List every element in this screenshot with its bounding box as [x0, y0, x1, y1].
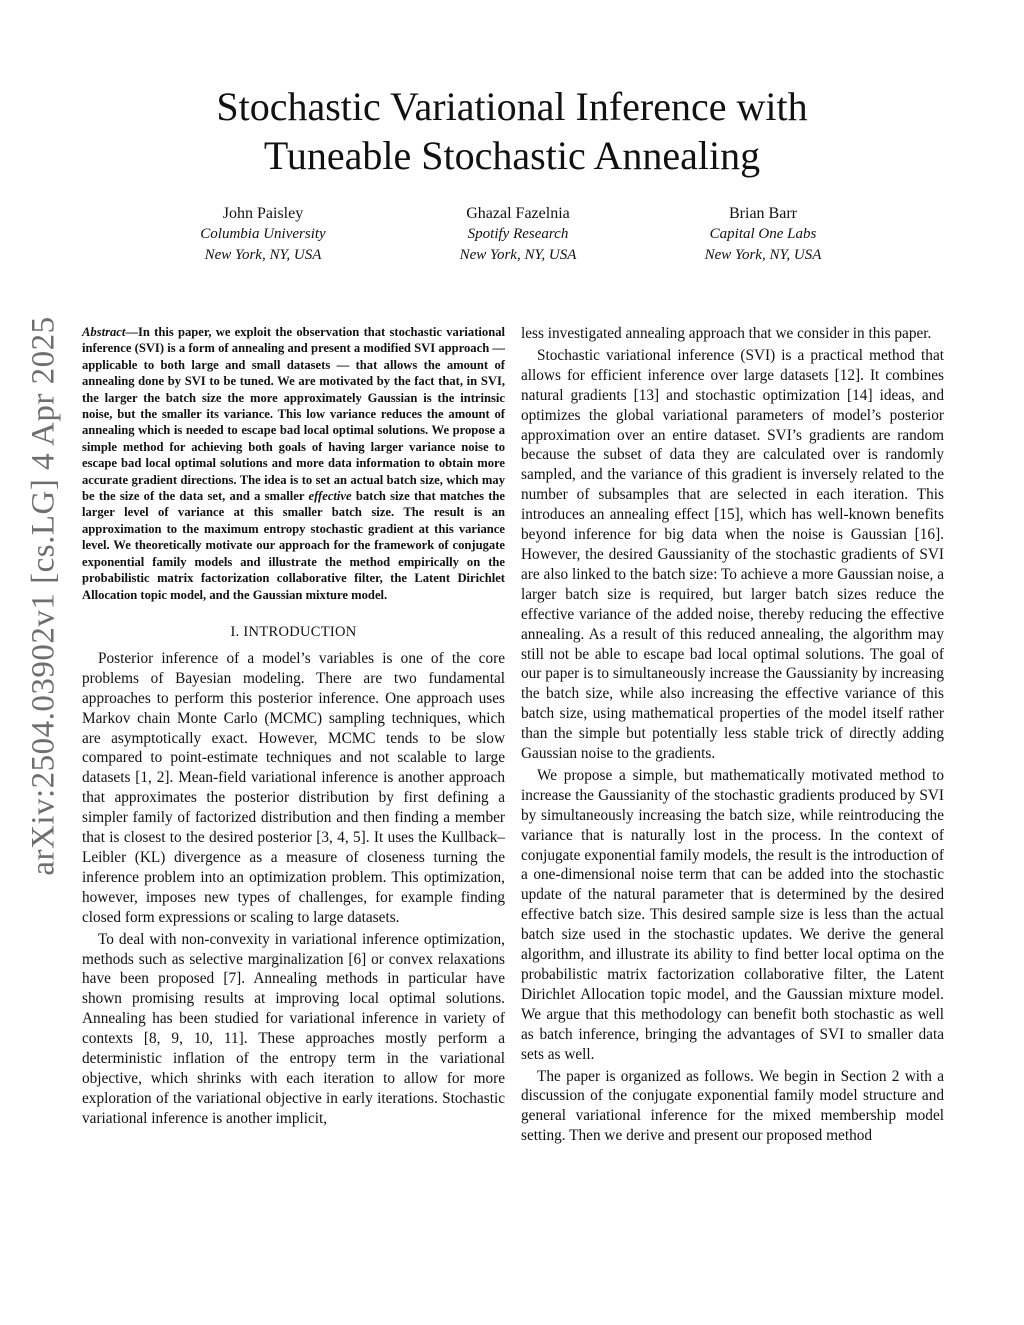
author-name: Brian Barr — [729, 205, 797, 222]
author-1 — [133, 203, 393, 266]
right-column — [521, 324, 944, 1148]
author-location: New York, NY, USA — [704, 247, 822, 263]
author-affiliation: Spotify Research — [467, 226, 569, 242]
author-location: New York, NY, USA — [204, 247, 322, 263]
title-line-2: Tuneable Stochastic Annealing — [263, 133, 761, 178]
title-line-1: Stochastic Variational Inference with — [216, 84, 808, 129]
author-2 — [388, 203, 648, 266]
intro-paragraph-4: We propose a simple, but mathematically motivated method to increase the Gaussianity of the stochastic gradients produced by SVI by simultaneously increasing the batch size, while reintroducing the variance that is naturally lost in the process. In the context of conjugate exponential family models, the result is the introduction of a one-dimensional noise term that can be added into the stochastic update of the natural parameter that is determined by the desired effective batch size. This desired sample size is less than the actual batch size used in the stochastic updates. We derive the general algorithm, and illustrate its ability to find better local optima on the probabilistic matrix factorization collaborative filter, the Latent Dirichlet Allocation topic model, and the Gaussian mixture model. We argue that this methodology can benefit both stochastic as well as batch inference, bringing the advantages of SVI to smaller data sets as well. — [521, 766, 944, 1063]
author-name: Ghazal Fazelnia — [466, 205, 570, 222]
intro-paragraph-5: The paper is organized as follows. We begin in Section 2 with a discussion of the conjugate exponential family model structure and general variational inference for the mixed membership model setting. Then we derive and present our proposed method — [521, 1067, 944, 1145]
abstract — [82, 324, 505, 603]
section-heading-introduction: I. INTRODUCTION — [230, 623, 357, 640]
paper-title — [0, 82, 1024, 180]
author-location: New York, NY, USA — [459, 247, 577, 263]
abstract-label: Abstract — [82, 325, 126, 339]
abstract-emphasis: effective — [308, 489, 352, 504]
intro-paragraph-1: Posterior inference of a model’s variables is one of the core problems of Bayesian modeling. There are two fundamental approaches to perform this posterior inference. One approach uses Markov chain Monte Carlo (MCMC) sampling techniques, which are asymptotically exact. However, MCMC tends to be slow compared to point-estimate techniques and not scalable to large datasets [1, 2]. Mean-field variational inference is another approach that approximates the posterior distribution by first defining a simpler family of factorized distribution and then finding a member that is closest to the desired posterior [3, 4, 5]. It uses the Kullback–Leibler (KL) divergence as a measure of closeness turning the inference problem into an optimization problem. This optimization, however, imposes new types of challenges, for example finding closed form expressions or scaling to large datasets. — [82, 649, 505, 926]
arxiv-id-text: arXiv:2504.03902v1 [cs.LG] 4 Apr 2025 — [25, 316, 62, 876]
left-column — [82, 324, 505, 1131]
intro-paragraph-3: Stochastic variational inference (SVI) is a practical method that allows for efficient inference over large datasets [12]. It combines natural gradients [13] and stochastic optimization [14] ideas, and optimizes the global variational parameters of model’s posterior approximation over an entire dataset. SVI’s gradients are random because the subset of data they are calculated over is randomly sampled, and the variance of this gradient is inversely related to the number of subsamples that are selected in each iteration. This introduces an annealing effect [15], which has well-known benefits beyond inference for big data when the noise is Gaussian [16]. However, the desired Gaussianity of the stochastic gradients of SVI are also linked to the batch size: To achieve a more Gaussian noise, a larger batch size is required, but larger batch sizes reduce the effective variance of the added noise, thereby reducing the effective annealing. As a result of this reduced annealing, the algorithm may still not be able to escape bad local optimal solutions. The goal of our paper is to simultaneously increase the Gaussianity by increasing the batch size, while also increasing the effective variance of this batch size, using mathematical properties of the model itself rather than the simple but potentially less stable trick of directly adding Gaussian noise to the gradients. — [521, 346, 944, 763]
author-name: John Paisley — [222, 205, 304, 222]
author-affiliation: Columbia University — [200, 226, 326, 242]
intro-paragraph-2: To deal with non-convexity in variational inference optimization, methods such as selective marginalization [6] or convex relaxations have been proposed [7]. Annealing methods in particular have shown promising results at improving local optimal solutions. Annealing has been studied for variational inference in variety of contexts [8, 9, 10, 11]. These approaches mostly perform a deterministic inflation of the entropy term in the variational objective, which shrinks with each iteration to allow for more exploration of the variational objective in early iterations. Stochastic variational inference is another implicit, — [82, 930, 505, 1127]
author-3 — [633, 203, 893, 266]
author-affiliation: Capital One Labs — [709, 226, 817, 242]
intro-paragraph-continued: less investigated annealing approach that we consider in this paper. — [521, 325, 932, 342]
abstract-text-part-1: —In this paper, we exploit the observation that stochastic variational inference (SVI) is a form of annealing and present a modified SVI approach — applicable to both large and small datasets — that allows the amount of annealing done by SVI to be tuned. We are motivated by the fact that, in SVI, the larger the batch size the more approximately Gaussian is the intrinsic noise, but the smaller its variance. This low variance reduces the amount of annealing which is needed to escape bad local optimal solutions. We propose a simple method for achieving both goals of having larger variance noise to escape bad local optimal solutions and more data information to obtain more accurate gradient directions. The idea is to set an actual batch size, which may be the size of the data set, and a smaller — [82, 325, 505, 504]
abstract-text-part-2: batch size that matches the larger level of variance at this smaller batch size. The result is an approximation to the maximum entropy stochastic gradient at this variance level. We theoretically motivate our approach for the framework of conjugate exponential family models and illustrate the method empirically on the probabilistic matrix factorization collaborative filter, the Latent Dirichlet Allocation topic model, and the Gaussian mixture model. — [82, 489, 505, 602]
